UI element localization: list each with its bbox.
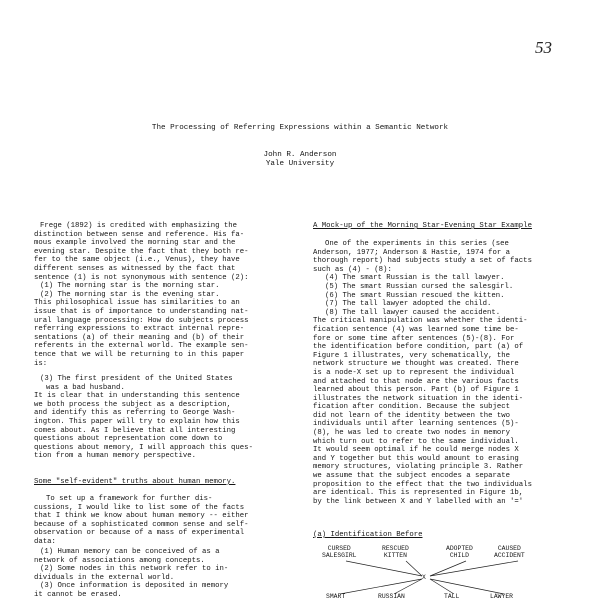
text-line: This philosophical issue has similarities to an [34,299,240,308]
text-line: network of associations among concepts. [34,556,205,565]
text-line: was a bad husband. [46,383,125,392]
page-number: 53 [535,38,552,57]
text-line: Figure 1 illustrates, very schematically, the [313,351,511,360]
text-line: mous example involved the morning star and the [34,239,236,248]
link-smart [340,579,422,594]
figure-caption: (a) Identification Before [313,531,423,539]
text-line: comes about. As I believe that all interesting [34,426,236,435]
text-line: and identify this as referring to George Wash- [34,409,236,418]
text-line: Frege (1892) is credited with emphasizing the [40,222,238,230]
text-line: observation or because of a mass of experimental [34,529,245,538]
node-lawyer: LAWYER [490,593,514,600]
text-line: are identical. This is represented in Figure 1b, [313,489,524,498]
text-line: evening star. Despite the fact that they both re- [34,247,249,256]
text-line: thorough report) had subjects study a set of facts [313,257,532,266]
link-lawyer [430,579,504,594]
text-line: ington. This paper will try to explain how this [34,417,240,426]
text-line: questions about memory, I will approach this ques- [34,443,253,452]
text-line: tence that we will be returning to in this paper [34,350,245,359]
text-line: (7) The tall lawyer adopted the child. [325,300,492,309]
left-para-2 [34,375,284,461]
text-line: referring expressions to extract internal repre- [34,325,245,334]
text-line: we both process the subject as a description, [34,400,232,409]
text-line: network structure we thought was created. There [313,360,519,369]
text-line: did not learn of the identity between the two [313,411,511,420]
text-line: distinction between sense and reference. His fa- [34,230,245,239]
text-line: sentations (a) of their meaning and (b) of their [34,333,245,342]
text-line: dividuals in the external world. [34,573,175,582]
text-line: illustrates the network situation in the identi- [313,394,524,403]
left-para-4 [34,548,284,600]
text-line: fication after condition. Because the subject [313,403,511,412]
author-affiliation: Yale University [265,160,335,168]
node-smart: SMART [326,593,346,600]
link-cursed-salesgirl [346,561,422,576]
text-line: (2) Some nodes in this network refer to in- [40,565,229,574]
text-line: memory structures, violating principle 3. Rather [313,463,524,472]
figure-1a-network-diagram [318,545,568,600]
node-adopted-child: ADOPTED CHILD [446,545,473,559]
text-line: different senses as witnessed by the fact that [34,264,236,273]
link-rescued-kitten [406,561,422,576]
text-line: fication sentence (4) was learned some time be- [313,325,519,334]
left-para-3 [34,495,284,547]
text-line: proposition to the effect that the two individuals [313,480,532,489]
text-line: we assume that the subject encodes a separate [313,472,511,481]
text-line: (3) The first president of the United States [40,375,233,383]
link-adopted-child [430,561,466,576]
text-line: fore or some time after sentences (5)-(8). For [313,334,515,343]
text-line: (6) The smart Russian rescued the kitten. [325,291,505,300]
text-line: is: [34,359,48,368]
text-line: tion from a human memory perspective. [34,452,197,461]
text-line: (2) The morning star is the evening star. [40,290,220,299]
text-line: To set up a framework for further dis- [46,495,213,503]
node-russian: RUSSIAN [378,593,405,600]
text-line: that I think we know about human memory -- either [34,512,249,521]
text-line: by the link between X and Y labelled with an '=' [313,497,524,506]
text-line: (3) Once information is deposited in memory [40,582,229,591]
text-line: (1) Human memory can be conceived of as a [40,548,220,556]
text-line: the identification before condition, part (a) of [313,343,524,352]
text-line: referents in the external world. The example sen- [34,342,249,351]
text-line: (8) The tall lawyer caused the accident. [325,308,501,317]
section-heading-mockup: A Mock-up of the Morning Star-Evening Star Example [313,222,532,230]
text-line: learned about this person. Part (b) of Figure 1 [313,386,519,395]
text-line: (5) The smart Russian cursed the salesgirl. [325,282,514,291]
node-cursed-salesgirl: CURSED SALESGIRL [322,545,357,559]
author-name: John R. Anderson [263,151,337,159]
node-rescued-kitten: RESCUED KITTEN [382,545,409,559]
text-line: ural language processing: How do subjects process [34,316,249,325]
left-para-1 [34,222,284,368]
text-line: fer to the same object (i.e., Venus), they have [34,256,240,265]
text-line: (8), he was led to create two nodes in memory [313,429,511,438]
text-line: because of a sophisticated common sense and self- [34,520,249,529]
text-line: and attached to that node are the various facts [313,377,519,386]
text-line: sentence (1) is not synonymous with sentence (2): [34,273,249,282]
section-heading-memory-truths: Some "self-evident" truths about human memory. [34,478,236,486]
right-para-1 [313,240,563,506]
text-line: and Y together but this would amount to erasing [313,454,519,463]
text-line: (1) The morning star is the morning star. [40,282,220,291]
text-line: it cannot be erased. [34,590,122,599]
text-line: such as (4) - (8): [313,265,392,274]
text-line: One of the experiments in this series (see [325,240,509,248]
text-line: Anderson, 1977; Anderson & Hastie, 1974 for a [313,248,511,257]
text-line: issue that is of importance to understanding nat- [34,307,249,316]
node-tall: TALL [444,593,460,600]
text-line: It is clear that in understanding this sentence [34,392,240,401]
text-line: individuals until after learning sentences (5)- [313,420,519,429]
text-line: is a node-X set up to represent the individual [313,368,515,377]
text-line: The critical manipulation was whether the identi- [313,317,528,326]
link-caused-accident [430,561,518,576]
text-line: (4) The smart Russian is the tall lawyer. [325,274,505,283]
text-line: questions about representation come down to [34,435,223,444]
text-line: data: [34,537,56,546]
node-caused-accident: CAUSED ACCIDENT [494,545,525,559]
text-line: cussions, I would like to list some of the facts [34,503,245,512]
text-line: which turn out to refer to the same individual. [313,437,519,446]
paper-title: The Processing of Referring Expressions within a Semantic Network [151,124,449,132]
node-x: X [422,574,426,581]
text-line: It would seem optimal if he could merge nodes X [313,446,519,455]
